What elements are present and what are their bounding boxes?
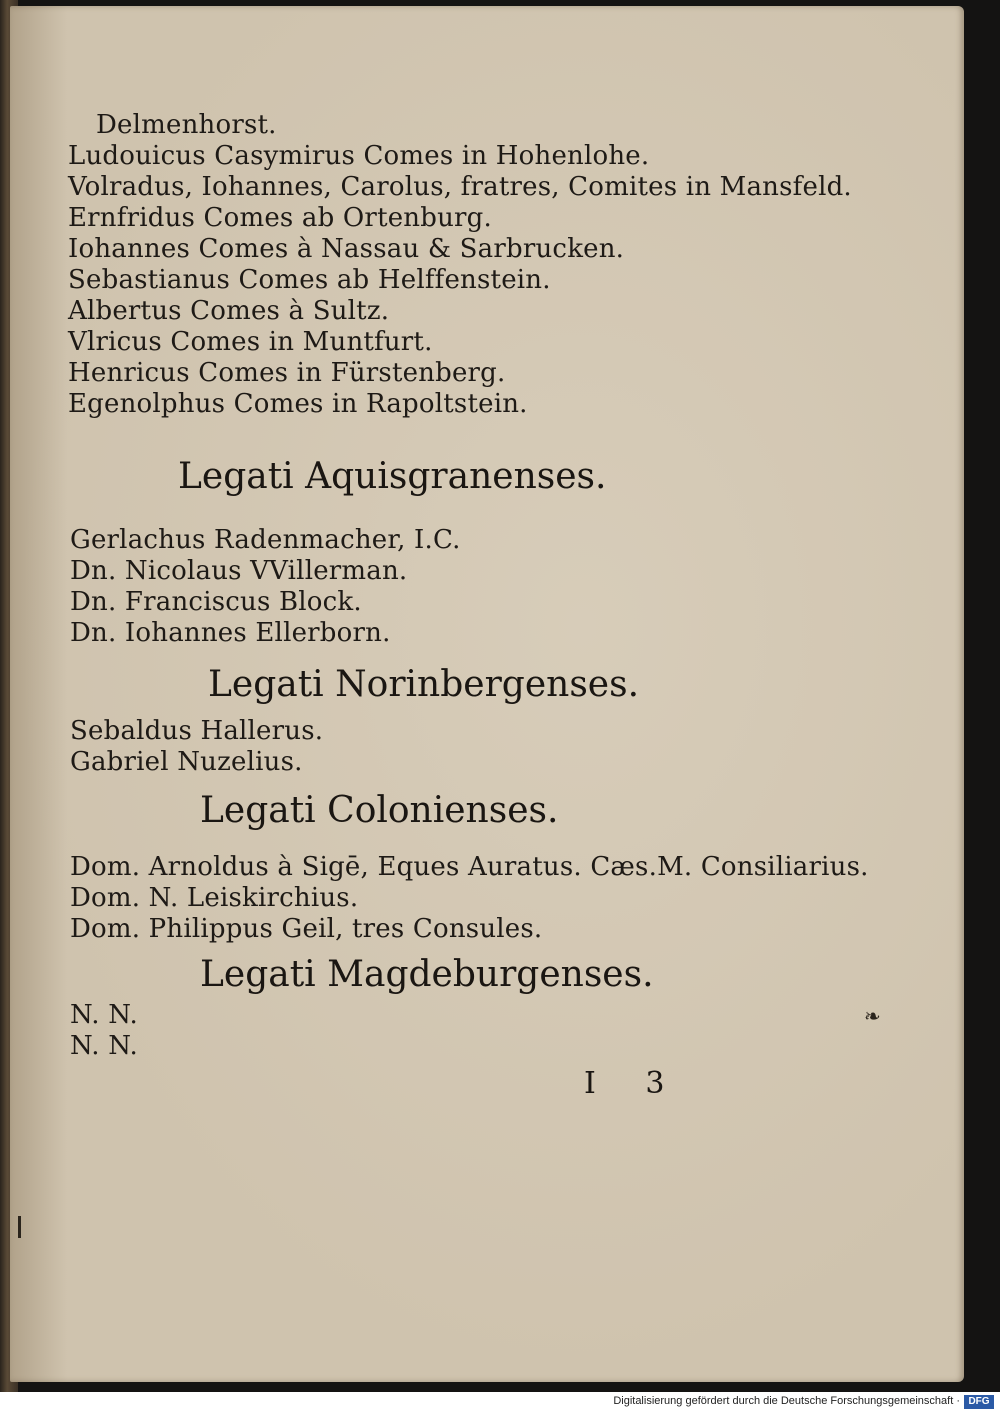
dfg-logo-icon: DFG (964, 1395, 994, 1409)
list-item: Sebastianus Comes ab Helffenstein. (68, 265, 551, 295)
list-item: Albertus Comes à Sultz. (68, 296, 390, 326)
printers-ornament-icon: ❧ (864, 1004, 881, 1028)
section-members-colonienses (70, 852, 869, 945)
list-item: Iohannes Comes à Nassau & Sarbrucken. (68, 234, 625, 264)
signature-mark: I 3 (584, 1066, 685, 1101)
list-item: Gabriel Nuzelius. (70, 747, 303, 777)
list-item: N. N. (70, 1031, 138, 1061)
section-heading-magdeburgenses: Legati Magdeburgenses. (200, 954, 654, 995)
list-item: Dom. N. Leiskirchius. (70, 883, 359, 913)
list-item: Dom. Philippus Geil, tres Consules. (70, 914, 543, 944)
list-item: Ernfridus Comes ab Ortenburg. (68, 203, 492, 233)
section-members-norinbergenses (70, 716, 323, 778)
list-item: Dn. Iohannes Ellerborn. (70, 618, 391, 648)
section-heading-colonienses: Legati Colonienses. (200, 790, 559, 831)
section-members-magdeburgenses (70, 1000, 138, 1062)
counts-list-continued (68, 141, 852, 420)
list-item: Dn. Nicolaus VVillerman. (70, 556, 408, 586)
footer-credit: Digitalisierung gefördert durch die Deutsche Forschungsgemeinschaft · (613, 1395, 960, 1407)
list-item: Volradus, Iohannes, Carolus, fratres, Comites in Mansfeld. (68, 172, 852, 202)
section-heading-aquisgranenses: Legati Aquisgranenses. (178, 456, 607, 497)
list-item: N. N. (70, 1000, 138, 1030)
list-item: Sebaldus Hallerus. (70, 716, 324, 746)
list-item: Dom. Arnoldus à Sigē, Eques Auratus. Cæs.M. Consiliarius. (70, 852, 869, 882)
list-item: Delmenhorst. (96, 110, 277, 140)
section-heading-norinbergenses: Legati Norinbergenses. (208, 664, 640, 705)
footer-bar (0, 1392, 1000, 1414)
list-item: Vlricus Comes in Muntfurt. (68, 327, 433, 357)
margin-mark (18, 1216, 21, 1238)
section-members-aquisgranenses (70, 525, 461, 649)
list-item: Henricus Comes in Fürstenberg. (68, 358, 506, 388)
list-item: Ludouicus Casymirus Comes in Hohenlohe. (68, 141, 650, 171)
list-item: Gerlachus Radenmacher, I.C. (70, 525, 461, 555)
list-item: Egenolphus Comes in Rapoltstein. (68, 389, 528, 419)
list-item: Dn. Franciscus Block. (70, 587, 362, 617)
counts-list (96, 110, 277, 141)
